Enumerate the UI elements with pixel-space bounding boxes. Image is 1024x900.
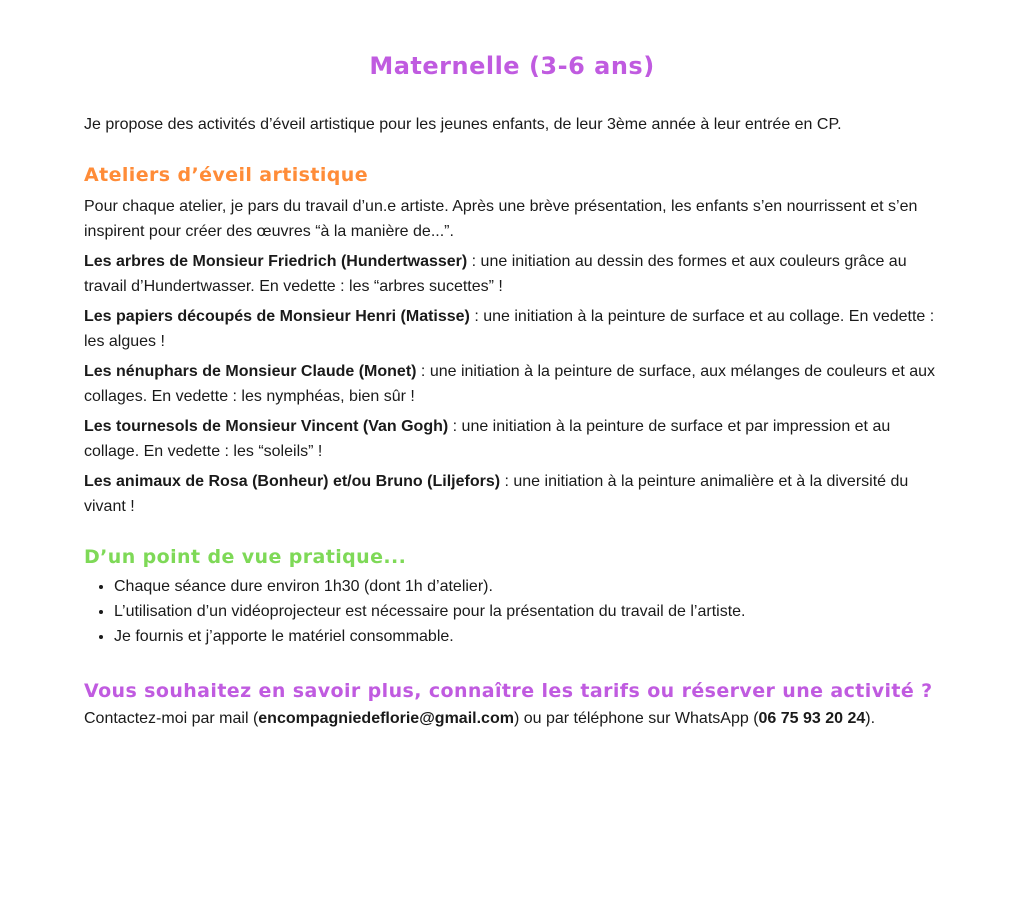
atelier-item-name: Les tournesols de Monsieur Vincent (Van Gogh) bbox=[84, 418, 449, 435]
pratique-list bbox=[84, 574, 940, 649]
atelier-item-name: Les papiers découpés de Monsieur Henri (Matisse) bbox=[84, 308, 470, 325]
contact-suffix: ). bbox=[865, 710, 876, 727]
ateliers-heading: Ateliers d’éveil artistique bbox=[84, 164, 368, 186]
atelier-item-van-gogh bbox=[84, 414, 940, 464]
atelier-item-matisse bbox=[84, 304, 940, 354]
atelier-item-monet bbox=[84, 359, 940, 409]
atelier-item-name: Les arbres de Monsieur Friedrich (Hundertwasser) bbox=[84, 253, 468, 270]
atelier-item-name: Les nénuphars de Monsieur Claude (Monet) bbox=[84, 363, 417, 380]
atelier-item-friedrich bbox=[84, 249, 940, 299]
ateliers-section bbox=[84, 164, 940, 524]
contact-prefix: Contactez-moi par mail ( bbox=[84, 710, 259, 727]
contact-heading: Vous souhaitez en savoir plus, connaître les tarifs ou réserver une activité ? bbox=[84, 680, 933, 702]
list-item: • L’utilisation d’un vidéoprojecteur est nécessaire pour la présentation du travail de l’artiste. bbox=[114, 599, 940, 624]
atelier-item-text: : une initiation au dessin des formes et aux couleurs grâce au travail d’Hundertwasser. En vedette : les “arbres sucettes” ! bbox=[84, 253, 907, 295]
pratique-section bbox=[84, 546, 940, 649]
atelier-item-text: : une initiation à la peinture animalière et à la diversité du vivant ! bbox=[84, 473, 909, 515]
atelier-item-text: : une initiation à la peinture de surface et au collage. En vedette : les algues ! bbox=[84, 308, 935, 350]
list-item: • Je fournis et j’apporte le matériel consommable. bbox=[114, 624, 940, 649]
atelier-item-text: : une initiation à la peinture de surface, aux mélanges de couleurs et aux collages. En vedette : les nymphéas, bien sûr ! bbox=[84, 363, 936, 405]
atelier-item-text: : une initiation à la peinture de surface et par impression et au collage. En vedette : les “soleils” ! bbox=[84, 418, 891, 460]
contact-phone: 06 75 93 20 24 bbox=[758, 710, 866, 727]
contact-middle: ) ou par téléphone sur WhatsApp ( bbox=[513, 710, 759, 727]
atelier-item-name: Les animaux de Rosa (Bonheur) et/ou Bruno (Liljefors) bbox=[84, 473, 501, 490]
pratique-heading: D’un point de vue pratique... bbox=[84, 546, 407, 568]
contact-email: encompagniedeflorie@gmail.com bbox=[258, 710, 514, 727]
intro-text: Je propose des activités d’éveil artistique pour les jeunes enfants, de leur 3ème année à leur entrée en CP. bbox=[84, 116, 842, 133]
ateliers-description: Pour chaque atelier, je pars du travail d’un.e artiste. Après une brève présentation, les enfants s’en nourrissent et s’en inspirent pour créer des œuvres “à la manière de...”. bbox=[84, 198, 918, 240]
list-item: • Chaque séance dure environ 1h30 (dont 1h d’atelier). bbox=[114, 574, 940, 599]
page-title: Maternelle (3-6 ans) bbox=[369, 52, 655, 80]
atelier-item-animaux bbox=[84, 469, 940, 519]
contact-text bbox=[84, 706, 940, 731]
contact-section bbox=[84, 680, 940, 731]
